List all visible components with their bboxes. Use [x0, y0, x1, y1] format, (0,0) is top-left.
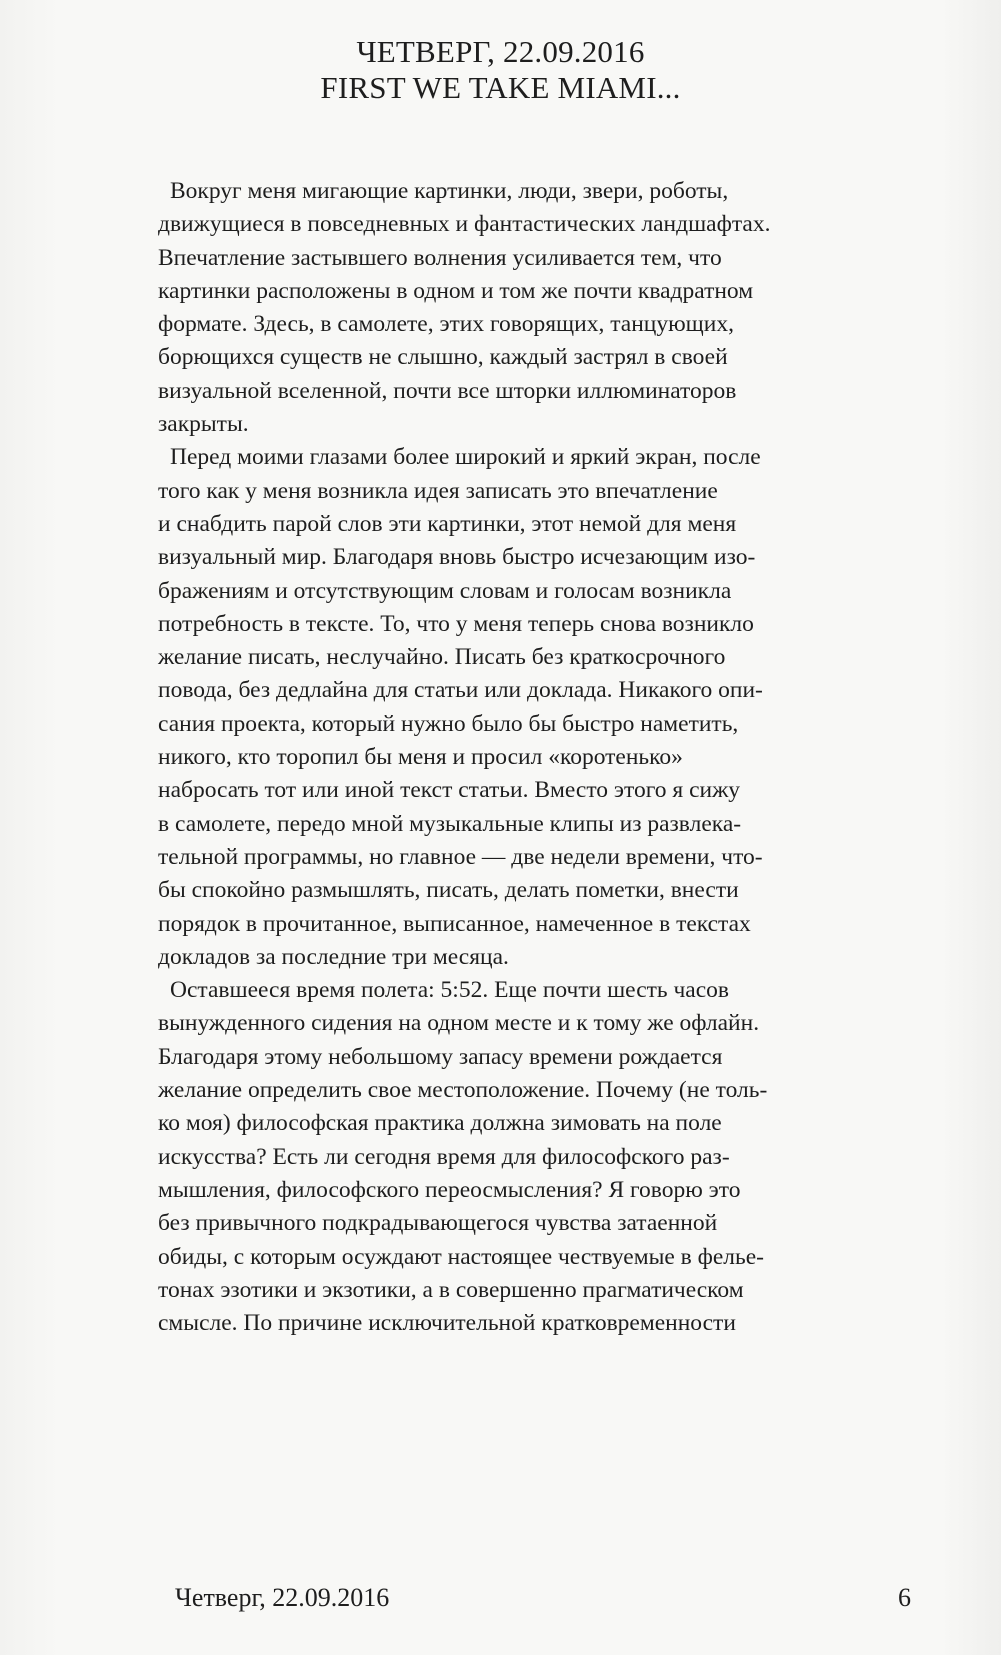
text-line: Оставшееся время полета: 5:52. Еще почти шесть часов — [170, 977, 730, 1004]
chapter-date-heading: ЧЕТВЕРГ, 22.09.2016 — [356, 34, 645, 69]
text-line: желание определить свое местоположение. Почему (не толь- — [158, 1077, 768, 1104]
page-footer — [175, 1578, 911, 1618]
page-number: 6 — [898, 1583, 911, 1612]
text-line: движущиеся в повседневных и фантастических ландшафтах. — [158, 211, 771, 238]
text-line: повода, без дедлайна для статьи или доклада. Никакого опи- — [158, 677, 763, 704]
text-line: и снабдить парой слов эти картинки, этот немой для меня — [158, 510, 737, 537]
text-line: тельной программы, но главное — две недели времени, что- — [158, 843, 763, 870]
text-line: порядок в прочитанное, выписанное, намеченное в текстах — [158, 910, 751, 937]
text-line: визуальной вселенной, почти все шторки иллюминаторов — [158, 377, 737, 404]
text-line: набросать тот или иной текст статьи. Вместо этого я сижу — [158, 777, 741, 804]
text-line: искусства? Есть ли сегодня время для философского раз- — [158, 1143, 730, 1170]
text-line: закрыты. — [158, 411, 249, 438]
text-line: картинки расположены в одном и том же почти квадратном — [158, 277, 754, 304]
text-line: докладов за последние три месяца. — [158, 943, 509, 970]
text-line: Перед моими глазами более широкий и яркий экран, после — [170, 444, 761, 471]
text-line: мышления, философского переосмысления? Я говорю это — [158, 1176, 741, 1203]
text-line: того как у меня возникла идея записать это впечатление — [158, 477, 718, 504]
text-line: никого, кто торопил бы меня и просил «коротенько» — [158, 744, 683, 771]
text-line: формате. Здесь, в самолете, этих говорящих, танцующих, — [158, 311, 734, 338]
body-text — [158, 175, 918, 1340]
text-line: смысле. По причине исключительной кратковременности — [158, 1310, 736, 1337]
text-line: потребность в тексте. То, что у меня теперь снова возникло — [158, 610, 754, 637]
text-line: Впечатление застывшего волнения усиливается тем, что — [158, 244, 722, 271]
text-line: обиды, с которым осуждают настоящее чествуемые в фелье- — [158, 1243, 764, 1270]
text-line: желание писать, неслучайно. Писать без краткосрочного — [158, 644, 726, 671]
chapter-header — [0, 34, 1001, 106]
footer-running-head: Четверг, 22.09.2016 — [175, 1583, 390, 1612]
text-line: визуальный мир. Благодаря вновь быстро исчезающим изо- — [158, 544, 756, 571]
text-line: без привычного подкрадывающегося чувства затаенной — [158, 1210, 718, 1237]
text-line: вынужденного сидения на одном месте и к тому же офлайн. — [158, 1010, 760, 1037]
text-line: в самолете, передо мной музыкальные клипы из развлека- — [158, 810, 742, 837]
text-line: Благодаря этому небольшому запасу времени рождается — [158, 1043, 723, 1070]
text-line: ко моя) философская практика должна зимовать на поле — [158, 1110, 722, 1137]
text-line: тонах эзотики и экзотики, а в совершенно прагматическом — [158, 1276, 744, 1303]
text-line: бражениям и отсутствующим словам и голосам возникла — [158, 577, 732, 604]
text-line: сания проекта, который нужно было бы быстро наметить, — [158, 710, 739, 737]
text-line: борющихся существ не слышно, каждый застрял в своей — [158, 344, 728, 371]
text-line: Вокруг меня мигающие картинки, люди, звери, роботы, — [170, 178, 729, 204]
text-line: бы спокойно размышлять, писать, делать пометки, внести — [158, 877, 739, 904]
chapter-title-heading: FIRST WE TAKE MIAMI... — [320, 70, 681, 105]
